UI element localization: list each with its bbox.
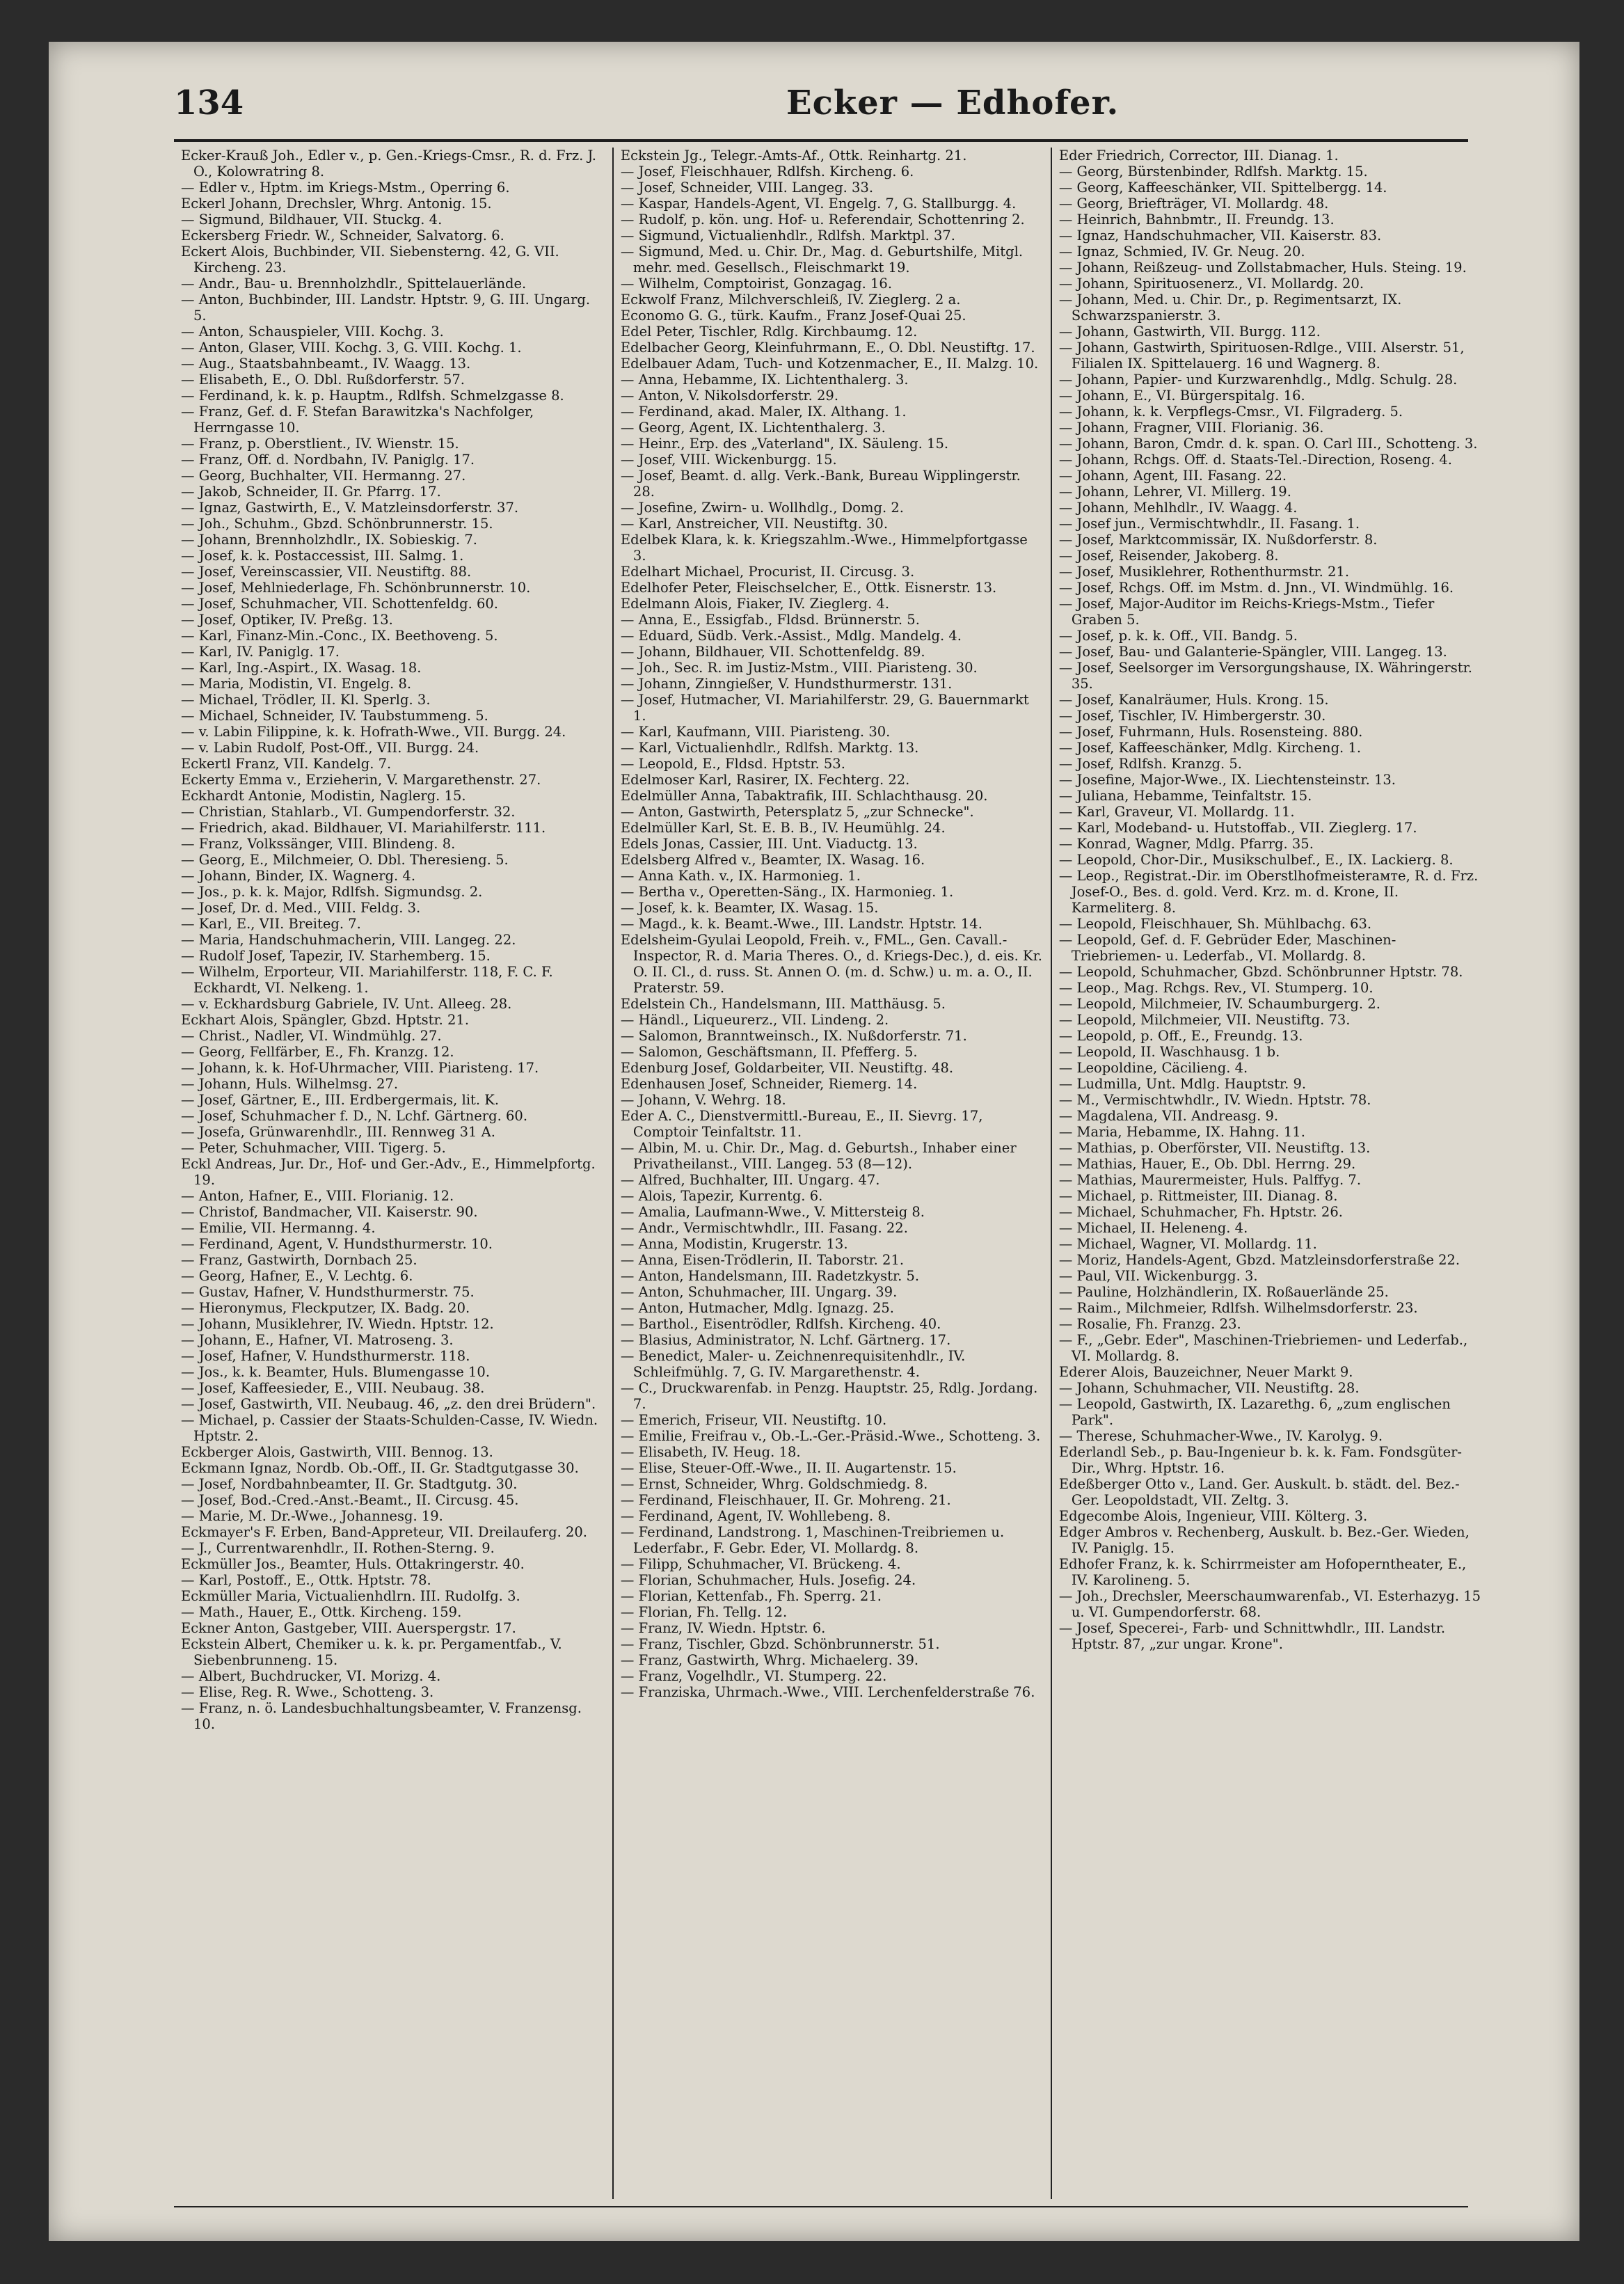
- directory-entry: — Karl, E., VII. Breiteg. 7.: [181, 916, 361, 932]
- directory-entry: Eder Friedrich, Corrector, III. Dianag. 1.: [1058, 148, 1339, 164]
- directory-entry: — Johann, Gastwirth, Spirituosen-Rdlge., VIII. Alserstr. 51, Filialen IX. Spittelauerg. 16 und Wagnerg. 8.: [1058, 340, 1465, 372]
- directory-entry: — Ferdinand, Agent, IV. Wohllebeng. 8.: [620, 1508, 891, 1524]
- directory-entry: — Josef, Mehlniederlage, Fh. Schönbrunnerstr. 10.: [181, 580, 531, 596]
- directory-entry: — Josef, Bau- und Galanterie-Spängler, VIII. Langeg. 13.: [1058, 644, 1447, 660]
- directory-entry: — Leopoldine, Cäcilieng. 4.: [1058, 1060, 1248, 1076]
- directory-entry: — Josef, Musiklehrer, Rothenthurmstr. 21.: [1058, 564, 1350, 580]
- directory-entry: — Franz, Tischler, Gbzd. Schönbrunnerstr. 51.: [620, 1636, 940, 1652]
- directory-entry: Edelsberg Alfred v., Beamter, IX. Wasag. 16.: [620, 852, 925, 868]
- directory-entry: Edhofer Franz, k. k. Schirrmeister am Hofoperntheater, E., IV. Karolineng. 5.: [1058, 1556, 1467, 1588]
- directory-entry: — Elise, Steuer-Off.-Wwe., II. II. Augartenstr. 15.: [620, 1460, 957, 1476]
- directory-entry: — Leopold, Schuhmacher, Gbzd. Schönbrunner Hptstr. 78.: [1058, 964, 1463, 980]
- directory-entry: — Florian, Schuhmacher, Huls. Josefig. 24.: [620, 1572, 916, 1588]
- directory-entry: — Josef, Schuhmacher f. D., N. Lchf. Gärtnerg. 60.: [181, 1108, 528, 1124]
- directory-entry: — Josef, Rdlfsh. Kranzg. 5.: [1058, 756, 1242, 772]
- directory-entry: — Ferdinand, akad. Maler, IX. Althang. 1.: [620, 404, 907, 420]
- directory-entry: — Franz, n. ö. Landesbuchhaltungsbeamter, V. Franzensg. 10.: [181, 1700, 582, 1732]
- directory-entry: — Michael, Wagner, VI. Mollardg. 11.: [1058, 1236, 1317, 1252]
- directory-entry: — Leopold, Chor-Dir., Musikschulbef., E., IX. Lackierg. 8.: [1058, 852, 1454, 868]
- directory-entry: Eckmayer's F. Erben, Band-Appreteur, VII. Dreilauferg. 20.: [181, 1524, 587, 1540]
- directory-entry: — Paul, VII. Wickenburgg. 3.: [1058, 1268, 1258, 1284]
- directory-entry: — Karl, Victualienhdlr., Rdlfsh. Marktg. 13.: [620, 740, 919, 756]
- directory-entry: — Johann, Reißzeug- und Zollstabmacher, Huls. Steing. 19.: [1058, 260, 1467, 276]
- directory-entry: Edgecombe Alois, Ingenieur, VIII. Költerg. 3.: [1058, 1508, 1368, 1524]
- running-head: Ecker — Edhofer.: [786, 84, 1120, 122]
- directory-entry: — Josef, Nordbahnbeamter, II. Gr. Stadtgutg. 30.: [181, 1476, 518, 1492]
- directory-entry: Eckner Anton, Gastgeber, VIII. Auerspergstr. 17.: [181, 1620, 516, 1636]
- directory-entry: — Karl, Ing.-Aspirt., IX. Wasag. 18.: [181, 660, 422, 676]
- directory-entry: — Anna Kath. v., IX. Harmonieg. 1.: [620, 868, 861, 884]
- directory-entry: — Florian, Fh. Tellg. 12.: [620, 1604, 788, 1620]
- directory-entry: — Josef, Tischler, IV. Himbergerstr. 30.: [1058, 708, 1326, 724]
- directory-entry: — Josef, Major-Auditor im Reichs-Kriegs-Mstm., Tiefer Graben 5.: [1058, 596, 1435, 628]
- directory-entry: — F., „Gebr. Eder", Maschinen-Triebriemen- und Lederfab., VI. Mollardg. 8.: [1058, 1332, 1468, 1364]
- directory-entry: — Friedrich, akad. Bildhauer, VI. Mariahilferstr. 111.: [181, 820, 546, 836]
- directory-entry: — Aug., Staatsbahnbeamt., IV. Waagg. 13.: [181, 356, 471, 372]
- directory-entry: Edelmann Alois, Fiaker, IV. Zieglerg. 4.: [620, 596, 890, 612]
- directory-entry: — Georg, E., Milchmeier, O. Dbl. Theresieng. 5.: [181, 852, 509, 868]
- directory-entry: — Mathias, p. Oberförster, VII. Neustiftg. 13.: [1058, 1140, 1371, 1156]
- directory-entry: — Maria, Hebamme, IX. Hahng. 11.: [1058, 1124, 1305, 1140]
- directory-entry: — Anton, Schauspieler, VIII. Kochg. 3.: [181, 324, 444, 340]
- directory-entry: — Karl, Anstreicher, VII. Neustiftg. 30.: [620, 516, 889, 532]
- directory-entry: Edelhofer Peter, Fleischselcher, E., Ottk. Eisnerstr. 13.: [620, 580, 997, 596]
- directory-entry: — Juliana, Hebamme, Teinfaltstr. 15.: [1058, 788, 1312, 804]
- directory-entry: — Konrad, Wagner, Mdlg. Pfarrg. 35.: [1058, 836, 1314, 852]
- directory-page: [49, 42, 1579, 2241]
- page-number: 134: [174, 84, 244, 122]
- directory-entry: — Filipp, Schuhmacher, VI. Brückeng. 4.: [620, 1556, 901, 1572]
- directory-entry: — Josef, Schuhmacher, VII. Schottenfeldg. 60.: [181, 596, 498, 612]
- directory-entry: Edelbek Klara, k. k. Kriegszahlm.-Wwe., Himmelpfortgasse 3.: [620, 532, 1028, 564]
- directory-entry: — Johann, Musiklehrer, IV. Wiedn. Hptstr. 12.: [181, 1316, 494, 1332]
- directory-entry: — Emilie, VII. Hermanng. 4.: [181, 1220, 376, 1236]
- directory-entry: — Josef, Gärtner, E., III. Erdbergermais, lit. K.: [181, 1092, 500, 1108]
- directory-entry: — Josef, Specerei-, Farb- und Schnittwhdlr., III. Landstr. Hptstr. 87, „zur ungar. Krone".: [1058, 1620, 1446, 1652]
- directory-entry: Eckerty Emma v., Erzieherin, V. Margarethenstr. 27.: [181, 772, 541, 788]
- directory-entry: — Josef, k. k. Postaccessist, III. Salmg. 1.: [181, 548, 464, 564]
- directory-entry: — Marie, M. Dr.-Wwe., Johannesg. 19.: [181, 1508, 443, 1524]
- directory-entry: — Josefa, Grünwarenhdlr., III. Rennweg 31 A.: [181, 1124, 495, 1140]
- directory-entry: — Moriz, Handels-Agent, Gbzd. Matzleinsdorferstraße 22.: [1058, 1252, 1460, 1268]
- directory-entry: — Karl, Postoff., E., Ottk. Hptstr. 78.: [181, 1572, 431, 1588]
- directory-entry: — Franz, p. Oberstlient., IV. Wienstr. 15.: [181, 436, 459, 452]
- directory-entry: — Franz, Gastwirth, Dornbach 25.: [181, 1252, 417, 1268]
- directory-entry: — Kaspar, Handels-Agent, VI. Engelg. 7, G. Stallburgg. 4.: [620, 196, 1017, 212]
- directory-entry: — Anton, Hafner, E., VIII. Florianig. 12.: [181, 1188, 454, 1204]
- directory-entry: — Ernst, Schneider, Whrg. Goldschmiedg. 8.: [620, 1476, 928, 1492]
- directory-entry: — Händl., Liqueurerz., VII. Lindeng. 2.: [620, 1012, 889, 1028]
- directory-entry: Eckwolf Franz, Milchverschleiß, IV. Zieglerg. 2 a.: [620, 292, 961, 308]
- directory-entry: — Josef, p. k. k. Off., VII. Bandg. 5.: [1058, 628, 1298, 644]
- directory-entry: — Josef, Beamt. d. allg. Verk.-Bank, Bureau Wipplingerstr. 28.: [620, 468, 1021, 500]
- directory-entry: — Josefine, Major-Wwe., IX. Liechtensteinstr. 13.: [1058, 772, 1396, 788]
- directory-entry: — Georg, Hafner, E., V. Lechtg. 6.: [181, 1268, 413, 1284]
- directory-entry: — Hieronymus, Fleckputzer, IX. Badg. 20.: [181, 1300, 470, 1316]
- directory-entry: — Josef, k. k. Beamter, IX. Wasag. 15.: [620, 900, 879, 916]
- directory-entry: — Rudolf, p. kön. ung. Hof- u. Referendair, Schottenring 2.: [620, 212, 1025, 228]
- directory-entry: — Leopold, Milchmeier, VII. Neustiftg. 73.: [1058, 1012, 1351, 1028]
- directory-entry: Eckhardt Antonie, Modistin, Naglerg. 15.: [181, 788, 466, 804]
- directory-entry: — Maria, Handschuhmacherin, VIII. Langeg. 22.: [181, 932, 516, 948]
- directory-entry: — Johann, Agent, III. Fasang. 22.: [1058, 468, 1287, 484]
- directory-entry: Eckmüller Jos., Beamter, Huls. Ottakringerstr. 40.: [181, 1556, 525, 1572]
- directory-entry: — Anna, Eisen-Trödlerin, II. Taborstr. 21.: [620, 1252, 905, 1268]
- directory-entry: — Sigmund, Victualienhdlr., Rdlfsh. Marktpl. 37.: [620, 228, 956, 244]
- directory-entry: — Johann, Schuhmacher, VII. Neustiftg. 28.: [1058, 1380, 1360, 1396]
- directory-entry: — Leop., Mag. Rchgs. Rev., VI. Stumperg. 10.: [1058, 980, 1374, 996]
- directory-entry: — Franz, Vogelhdlr., VI. Stumperg. 22.: [620, 1668, 887, 1684]
- directory-entry: Eckmann Ignaz, Nordb. Ob.-Off., II. Gr. Stadtgutgasse 30.: [181, 1460, 579, 1476]
- directory-entry: — Johann, Lehrer, VI. Millerg. 19.: [1058, 484, 1291, 500]
- column-3: [1051, 148, 1489, 2199]
- directory-entry: — Josef jun., Vermischtwhdlr., II. Fasang. 1.: [1058, 516, 1360, 532]
- directory-entry: — Mathias, Hauer, E., Ob. Dbl. Herrng. 29.: [1058, 1156, 1356, 1172]
- directory-entry: — Pauline, Holzhändlerin, IX. Roßauerlände 25.: [1058, 1284, 1389, 1300]
- directory-entry: Eckstein Jg., Telegr.-Amts-Af., Ottk. Reinhartg. 21.: [620, 148, 967, 164]
- directory-entry: Edelmüller Karl, St. E. B. B., IV. Heumühlg. 24.: [620, 820, 946, 836]
- directory-entry: — Leopold, Gastwirth, IX. Lazarethg. 6, „zum englischen Park".: [1058, 1396, 1451, 1428]
- directory-entry: Edger Ambros v. Rechenberg, Auskult. b. Bez.-Ger. Wieden, IV. Paniglg. 15.: [1058, 1524, 1470, 1556]
- directory-entry: — Leopold, II. Waschhausg. 1 b.: [1058, 1044, 1280, 1060]
- directory-entry: — v. Eckhardsburg Gabriele, IV. Unt. Alleeg. 28.: [181, 996, 512, 1012]
- directory-entry: — Josef, Schneider, VIII. Langeg. 33.: [620, 180, 874, 196]
- directory-entry: — Christ., Nadler, VI. Windmühlg. 27.: [181, 1028, 442, 1044]
- directory-entry: — Blasius, Administrator, N. Lchf. Gärtnerg. 17.: [620, 1332, 951, 1348]
- directory-entry: — Georg, Agent, IX. Lichtenthalerg. 3.: [620, 420, 886, 436]
- directory-entry: — Peter, Schuhmacher, VIII. Tigerg. 5.: [181, 1140, 446, 1156]
- directory-entry: — Elisabeth, E., O. Dbl. Rußdorferstr. 57.: [181, 372, 465, 388]
- directory-entry: Ecker-Krauß Joh., Edler v., p. Gen.-Kriegs-Cmsr., R. d. Frz. J. O., Kolowratring 8.: [181, 148, 597, 180]
- directory-entry: — Georg, Buchhalter, VII. Hermanng. 27.: [181, 468, 466, 484]
- directory-entry: — Johann, k. k. Hof-Uhrmacher, VIII. Piaristeng. 17.: [181, 1060, 539, 1076]
- directory-entry: — Leopold, E., Fldsd. Hptstr. 53.: [620, 756, 845, 772]
- directory-entry: — Leopold, Gef. d. F. Gebrüder Eder, Maschinen-Triebriemen- u. Lederfab., VI. Mollardg. 8.: [1058, 932, 1396, 964]
- directory-entry: — Jakob, Schneider, II. Gr. Pfarrg. 17.: [181, 484, 441, 500]
- directory-entry: — Alfred, Buchhalter, III. Ungarg. 47.: [620, 1172, 880, 1188]
- directory-entry: — Andr., Bau- u. Brennholzhdlr., Spittelauerlände.: [181, 276, 527, 292]
- directory-entry: — Salomon, Geschäftsmann, II. Pfefferg. 5.: [620, 1044, 918, 1060]
- directory-entry: — Josef, VIII. Wickenburgg. 15.: [620, 452, 837, 468]
- directory-entry: — Eduard, Südb. Verk.-Assist., Mdlg. Mandelg. 4.: [620, 628, 962, 644]
- directory-entry: — Rosalie, Fh. Franzg. 23.: [1058, 1316, 1241, 1332]
- directory-entry: — Maria, Modistin, VI. Engelg. 8.: [181, 676, 412, 692]
- directory-entry: — Franz, Gef. d. F. Stefan Barawitzka's Nachfolger, Herrngasse 10.: [181, 404, 534, 436]
- directory-entry: — Georg, Briefträger, VI. Mollardg. 48.: [1058, 196, 1329, 212]
- directory-entry: — Ludmilla, Unt. Mdlg. Hauptstr. 9.: [1058, 1076, 1307, 1092]
- directory-entry: — Josef, Gastwirth, VII. Neubaug. 46, „z. den drei Brüdern".: [181, 1396, 596, 1412]
- directory-entry: — Johann, Rchgs. Off. d. Staats-Tel.-Direction, Roseng. 4.: [1058, 452, 1452, 468]
- directory-entry: — Jos., p. k. k. Major, Rdlfsh. Sigmundsg. 2.: [181, 884, 483, 900]
- directory-entry: — Rudolf Josef, Tapezir, IV. Starhemberg. 15.: [181, 948, 491, 964]
- directory-entry: — Gustav, Hafner, V. Hundsthurmerstr. 75.: [181, 1284, 475, 1300]
- column-1: [174, 148, 612, 2199]
- directory-entry: — Josef, Hafner, V. Hundsthurmerstr. 118.: [181, 1348, 470, 1364]
- directory-entry: — v. Labin Rudolf, Post-Off., VII. Burgg. 24.: [181, 740, 479, 756]
- directory-entry: — Karl, Graveur, VI. Mollardg. 11.: [1058, 804, 1295, 820]
- directory-entry: — Anton, Glaser, VIII. Kochg. 3, G. VIII. Kochg. 1.: [181, 340, 522, 356]
- directory-entry: Eckerl Johann, Drechsler, Whrg. Antonig. 15.: [181, 196, 492, 212]
- directory-entry: Edelbacher Georg, Kleinfuhrmann, E., O. Dbl. Neustiftg. 17.: [620, 340, 1035, 356]
- directory-entry: Edelsheim-Gyulai Leopold, Freih. v., FML., Gen. Cavall.-Inspector, R. d. Maria Theres. O., d. Kriegs-Dec.), d. eis. Kr. O. II. Cl., d. russ. St. Annen O. (m. d. Schw.) u. m. a. O., II. Praterstr. 59.: [620, 932, 1042, 996]
- directory-entry: — Joh., Drechsler, Meerschaumwarenfab., VI. Esterhazyg. 15 u. VI. Gumpendorferstr. 68.: [1058, 1588, 1481, 1620]
- directory-entry: — Benedict, Maler- u. Zeichnenrequisitenhdlr., IV. Schleifmühlg. 7, G. IV. Margarethenstr. 4.: [620, 1348, 966, 1380]
- directory-entry: — Christian, Stahlarb., VI. Gumpendorferstr. 32.: [181, 804, 516, 820]
- directory-entry: — Leopold, Fleischhauer, Sh. Mühlbachg. 63.: [1058, 916, 1372, 932]
- directory-entry: Eckstein Albert, Chemiker u. k. k. pr. Pergamentfab., V. Siebenbrunneng. 15.: [181, 1636, 562, 1668]
- directory-entry: Eckhart Alois, Spängler, Gbzd. Hptstr. 21.: [181, 1012, 470, 1028]
- directory-entry: — Barthol., Eisentrödler, Rdlfsh. Kircheng. 40.: [620, 1316, 941, 1332]
- directory-entry: — Michael, Trödler, II. Kl. Sperlg. 3.: [181, 692, 431, 708]
- directory-entry: — Joh., Sec. R. im Justiz-Mstm., VIII. Piaristeng. 30.: [620, 660, 978, 676]
- directory-entry: Edelstein Ch., Handelsmann, III. Matthäusg. 5.: [620, 996, 946, 1012]
- directory-entry: — Franz, Volkssänger, VIII. Blindeng. 8.: [181, 836, 456, 852]
- directory-entry: — Raim., Milchmeier, Rdlfsh. Wilhelmsdorferstr. 23.: [1058, 1300, 1418, 1316]
- directory-entry: — Math., Hauer, E., Ottk. Kircheng. 159.: [181, 1604, 462, 1620]
- directory-entry: — Josef, Vereinscassier, VII. Neustiftg. 88.: [181, 564, 472, 580]
- directory-entry: — Anton, Buchbinder, III. Landstr. Hptstr. 9, G. III. Ungarg. 5.: [181, 292, 591, 324]
- directory-entry: — Salomon, Branntweinsch., IX. Nußdorferstr. 71.: [620, 1028, 967, 1044]
- directory-entry: — Georg, Kaffeeschänker, VII. Spittelbergg. 14.: [1058, 180, 1387, 196]
- directory-entry: — Johann, E., Hafner, VI. Matroseng. 3.: [181, 1332, 454, 1348]
- directory-entry: — J., Currentwarenhdlr., II. Rothen-Sterng. 9.: [181, 1540, 495, 1556]
- directory-entry: — Johann, Huls. Wilhelmsg. 27.: [181, 1076, 399, 1092]
- directory-entry: — Ferdinand, Agent, V. Hundsthurmerstr. 10.: [181, 1236, 493, 1252]
- directory-entry: Edelbauer Adam, Tuch- und Kotzenmacher, E., II. Malzg. 10.: [620, 356, 1039, 372]
- directory-entry: — Christof, Bandmacher, VII. Kaiserstr. 90.: [181, 1204, 478, 1220]
- directory-entry: Edel Peter, Tischler, Rdlg. Kirchbaumg. 12.: [620, 324, 918, 340]
- directory-entry: — Florian, Kettenfab., Fh. Sperrg. 21.: [620, 1588, 882, 1604]
- directory-entry: — Michael, II. Heleneng. 4.: [1058, 1220, 1248, 1236]
- directory-entry: Eckertl Franz, VII. Kandelg. 7.: [181, 756, 392, 772]
- directory-entry: Eckberger Alois, Gastwirth, VIII. Bennog. 13.: [181, 1444, 493, 1460]
- directory-entry: — Josef, Kanalräumer, Huls. Krong. 15.: [1058, 692, 1329, 708]
- directory-entry: — Jos., k. k. Beamter, Huls. Blumengasse 10.: [181, 1364, 491, 1380]
- directory-entry: — Johann, Fragner, VIII. Florianig. 36.: [1058, 420, 1324, 436]
- directory-entry: — Karl, Kaufmann, VIII. Piaristeng. 30.: [620, 724, 891, 740]
- directory-entry: — Leop., Registrat.-Dir. im Oberstlhofmeisterамте, R. d. Frz. Josef-O., Bes. d. gold. Verd. Krz. m. d. Krone, II. Karmeliterg. 8.: [1058, 868, 1479, 916]
- directory-entry: — Wilhelm, Erporteur, VII. Mariahilferstr. 118, F. C. F. Eckhardt, VI. Nelkeng. 1.: [181, 964, 553, 996]
- directory-entry: — Ignaz, Schmied, IV. Gr. Neug. 20.: [1058, 244, 1305, 260]
- directory-entry: — Ignaz, Gastwirth, E., V. Matzleinsdorferstr. 37.: [181, 500, 519, 516]
- directory-entry: — Therese, Schuhmacher-Wwe., IV. Karolyg. 9.: [1058, 1428, 1383, 1444]
- directory-entry: — Michael, Schneider, IV. Taubstummeng. 5.: [181, 708, 488, 724]
- directory-entry: Eckersberg Friedr. W., Schneider, Salvatorg. 6.: [181, 228, 504, 244]
- directory-entry: — M., Vermischtwhdlr., IV. Wiedn. Hptstr. 78.: [1058, 1092, 1371, 1108]
- directory-entry: — Magd., k. k. Beamt.-Wwe., III. Landstr. Hptstr. 14.: [620, 916, 982, 932]
- directory-entry: — Mathias, Maurermeister, Huls. Palffyg. 7.: [1058, 1172, 1362, 1188]
- directory-entry: — Johann, E., VI. Bürgerspitalg. 16.: [1058, 388, 1305, 404]
- directory-entry: — Johann, V. Wehrg. 18.: [620, 1092, 786, 1108]
- directory-entry: — Leopold, p. Off., E., Freundg. 13.: [1058, 1028, 1303, 1044]
- directory-entry: — Elisabeth, IV. Heug. 18.: [620, 1444, 801, 1460]
- directory-entry: — Johann, Bildhauer, VII. Schottenfeldg. 89.: [620, 644, 925, 660]
- directory-entry: Economo G. G., türk. Kaufm., Franz Josef-Quai 25.: [620, 308, 966, 324]
- directory-entry: — Albert, Buchdrucker, VI. Morizg. 4.: [181, 1668, 441, 1684]
- directory-entry: — Anton, Schuhmacher, III. Ungarg. 39.: [620, 1284, 898, 1300]
- directory-entry: — Johann, Mehlhdlr., IV. Waagg. 4.: [1058, 500, 1298, 516]
- directory-entry: — Karl, Finanz-Min.-Conc., IX. Beethoveng. 5.: [181, 628, 498, 644]
- directory-entry: — Johann, Binder, IX. Wagnerg. 4.: [181, 868, 416, 884]
- directory-entry: — Johann, Brennholzhdlr., IX. Sobieskig. 7.: [181, 532, 478, 548]
- directory-entry: — Karl, Modeband- u. Hutstoffab., VII. Zieglerg. 17.: [1058, 820, 1417, 836]
- column-2: [612, 148, 1051, 2199]
- directory-entry: — Elise, Reg. R. Wwe., Schotteng. 3.: [181, 1684, 434, 1700]
- directory-entry: — Anna, E., Essigfab., Fldsd. Brünnerstr. 5.: [620, 612, 920, 628]
- directory-entry: — Anton, V. Nikolsdorferstr. 29.: [620, 388, 839, 404]
- directory-entry: — C., Druckwarenfab. in Penzg. Hauptstr. 25, Rdlg. Jordang. 7.: [620, 1380, 1038, 1412]
- directory-entry: Edelhart Michael, Procurist, II. Circusg. 3.: [620, 564, 915, 580]
- directory-entry: — Franziska, Uhrmach.-Wwe., VIII. Lerchenfelderstraße 76.: [620, 1684, 1035, 1700]
- directory-entry: — Ferdinand, Landstrong. 1, Maschinen-Treibriemen u. Lederfabr., F. Gebr. Eder, VI. Mollardg. 8.: [620, 1524, 1005, 1556]
- directory-entry: Edelmüller Anna, Tabaktrafik, III. Schlachthausg. 20.: [620, 788, 988, 804]
- directory-entry: — Andr., Vermischtwhdlr., III. Fasang. 22.: [620, 1220, 908, 1236]
- directory-entry: — Josef, Fuhrmann, Huls. Rosensteing. 880.: [1058, 724, 1363, 740]
- directory-entry: — Alois, Tapezir, Kurrentg. 6.: [620, 1188, 823, 1204]
- bottom-rule: [174, 2206, 1468, 2207]
- directory-entry: — v. Labin Filippine, k. k. Hofrath-Wwe., VII. Burgg. 24.: [181, 724, 566, 740]
- directory-entry: — Ignaz, Handschuhmacher, VII. Kaiserstr. 83.: [1058, 228, 1382, 244]
- directory-entry: Eder A. C., Dienstvermittl.-Bureau, E., II. Sievrg. 17, Comptoir Teinfaltstr. 11.: [620, 1108, 983, 1140]
- directory-entry: — Josef, Hutmacher, VI. Mariahilferstr. 29, G. Bauernmarkt 1.: [620, 692, 1029, 724]
- directory-entry: — Edler v., Hptm. im Kriegs-Mstm., Operring 6.: [181, 180, 510, 196]
- directory-entry: — Leopold, Milchmeier, IV. Schaumburgerg. 2.: [1058, 996, 1380, 1012]
- directory-entry: — Josef, Rchgs. Off. im Mstm. d. Jnn., VI. Windmühlg. 16.: [1058, 580, 1454, 596]
- directory-entry: — Michael, p. Cassier der Staats-Schulden-Casse, IV. Wiedn. Hptstr. 2.: [181, 1412, 598, 1444]
- directory-entry: — Anton, Handelsmann, III. Radetzkystr. 5.: [620, 1268, 920, 1284]
- directory-entry: — Joh., Schuhm., Gbzd. Schönbrunnerstr. 15.: [181, 516, 493, 532]
- directory-entry: — Albin, M. u. Chir. Dr., Mag. d. Geburtsh., Inhaber einer Privatheilanst., VIII. Langeg. 53 (8—12).: [620, 1140, 1017, 1172]
- directory-entry: Edelmoser Karl, Rasirer, IX. Fechterg. 22.: [620, 772, 910, 788]
- directory-entry: — Georg, Fellfärber, E., Fh. Kranzg. 12.: [181, 1044, 454, 1060]
- directory-entry: — Johann, k. k. Verpflegs-Cmsr., VI. Filgraderg. 5.: [1058, 404, 1403, 420]
- directory-entry: — Michael, p. Rittmeister, III. Dianag. 8.: [1058, 1188, 1338, 1204]
- directory-entry: — Johann, Zinngießer, V. Hundsthurmerstr. 131.: [620, 676, 953, 692]
- directory-entry: — Franz, Gastwirth, Whrg. Michaelerg. 39.: [620, 1652, 919, 1668]
- directory-entry: — Anton, Gastwirth, Petersplatz 5, „zur Schnecke".: [620, 804, 974, 820]
- page-header: [174, 84, 1468, 139]
- directory-entry: — Michael, Schuhmacher, Fh. Hptstr. 26.: [1058, 1204, 1343, 1220]
- directory-entry: — Josef, Marktcommissär, IX. Nußdorferstr. 8.: [1058, 532, 1378, 548]
- directory-columns: [174, 148, 1489, 2199]
- directory-entry: — Josefine, Zwirn- u. Wollhdlg., Domg. 2.: [620, 500, 904, 516]
- directory-entry: — Johann, Baron, Cmdr. d. k. span. O. Carl III., Schotteng. 3.: [1058, 436, 1478, 452]
- directory-entry: Eckmüller Maria, Victualienhdlrn. III. Rudolfg. 3.: [181, 1588, 520, 1604]
- directory-entry: — Bertha v., Operetten-Säng., IX. Harmonieg. 1.: [620, 884, 954, 900]
- directory-entry: — Josef, Kaffeesieder, E., VIII. Neubaug. 38.: [181, 1380, 485, 1396]
- directory-entry: Ederer Alois, Bauzeichner, Neuer Markt 9.: [1058, 1364, 1353, 1380]
- directory-entry: — Johann, Spirituosenerz., VI. Mollardg. 20.: [1058, 276, 1364, 292]
- directory-entry: Eckl Andreas, Jur. Dr., Hof- und Ger.-Adv., E., Himmelpfortg. 19.: [181, 1156, 596, 1188]
- directory-entry: — Sigmund, Med. u. Chir. Dr., Mag. d. Geburtshilfe, Mitgl. mehr. med. Gesellsch., Fleischmarkt 19.: [620, 244, 1024, 276]
- directory-entry: Edenburg Josef, Goldarbeiter, VII. Neustiftg. 48.: [620, 1060, 954, 1076]
- directory-entry: — Johann, Med. u. Chir. Dr., p. Regimentsarzt, IX. Schwarzspanierstr. 3.: [1058, 292, 1402, 324]
- directory-entry: — Franz, IV. Wiedn. Hptstr. 6.: [620, 1620, 826, 1636]
- directory-entry: Edeßberger Otto v., Land. Ger. Auskult. b. städt. del. Bez.-Ger. Leopoldstadt, VII. Zeltg. 3.: [1058, 1476, 1460, 1508]
- directory-entry: — Johann, Gastwirth, VII. Burgg. 112.: [1058, 324, 1321, 340]
- directory-entry: — Ferdinand, Fleischhauer, II. Gr. Mohreng. 21.: [620, 1492, 951, 1508]
- directory-entry: Ederlandl Seb., p. Bau-Ingenieur b. k. k. Fam. Fondsgüter-Dir., Whrg. Hptstr. 16.: [1058, 1444, 1463, 1476]
- directory-entry: Edenhausen Josef, Schneider, Riemerg. 14.: [620, 1076, 918, 1092]
- directory-entry: — Anna, Modistin, Krugerstr. 13.: [620, 1236, 848, 1252]
- directory-entry: — Josef, Reisender, Jakoberg. 8.: [1058, 548, 1279, 564]
- directory-entry: Eckert Alois, Buchbinder, VII. Siebensterng. 42, G. VII. Kircheng. 23.: [181, 244, 559, 276]
- directory-entry: — Johann, Papier- und Kurzwarenhdlg., Mdlg. Schulg. 28.: [1058, 372, 1458, 388]
- directory-entry: — Sigmund, Bildhauer, VII. Stuckg. 4.: [181, 212, 443, 228]
- directory-entry: — Anna, Hebamme, IX. Lichtenthalerg. 3.: [620, 372, 909, 388]
- directory-entry: — Josef, Dr. d. Med., VIII. Feldg. 3.: [181, 900, 421, 916]
- directory-entry: — Heinrich, Bahnbmtr., II. Freundg. 13.: [1058, 212, 1335, 228]
- directory-entry: — Amalia, Laufmann-Wwe., V. Mittersteig 8.: [620, 1204, 925, 1220]
- directory-entry: — Anton, Hutmacher, Mdlg. Ignazg. 25.: [620, 1300, 895, 1316]
- header-rule: [174, 139, 1468, 142]
- directory-entry: — Josef, Fleischhauer, Rdlfsh. Kircheng. 6.: [620, 164, 914, 180]
- directory-entry: — Magdalena, VII. Andreasg. 9.: [1058, 1108, 1279, 1124]
- directory-entry: — Josef, Kaffeeschänker, Mdlg. Kircheng. 1.: [1058, 740, 1362, 756]
- directory-entry: — Heinr., Erp. des „Vaterland", IX. Säuleng. 15.: [620, 436, 949, 452]
- directory-entry: — Wilhelm, Comptoirist, Gonzagag. 16.: [620, 276, 893, 292]
- directory-entry: — Josef, Seelsorger im Versorgungshause, IX. Währingerstr. 35.: [1058, 660, 1472, 692]
- directory-entry: — Franz, Off. d. Nordbahn, IV. Paniglg. 17.: [181, 452, 475, 468]
- directory-entry: Edels Jonas, Cassier, III. Unt. Viaductg. 13.: [620, 836, 918, 852]
- directory-entry: — Karl, IV. Paniglg. 17.: [181, 644, 340, 660]
- directory-entry: — Josef, Optiker, IV. Preßg. 13.: [181, 612, 393, 628]
- directory-entry: — Josef, Bod.-Cred.-Anst.-Beamt., II. Circusg. 45.: [181, 1492, 519, 1508]
- directory-entry: — Georg, Bürstenbinder, Rdlfsh. Marktg. 15.: [1058, 164, 1368, 180]
- directory-entry: — Emerich, Friseur, VII. Neustiftg. 10.: [620, 1412, 887, 1428]
- directory-entry: — Emilie, Freifrau v., Ob.-L.-Ger.-Präsid.-Wwe., Schotteng. 3.: [620, 1428, 1041, 1444]
- directory-entry: — Ferdinand, k. k. p. Hauptm., Rdlfsh. Schmelzgasse 8.: [181, 388, 564, 404]
